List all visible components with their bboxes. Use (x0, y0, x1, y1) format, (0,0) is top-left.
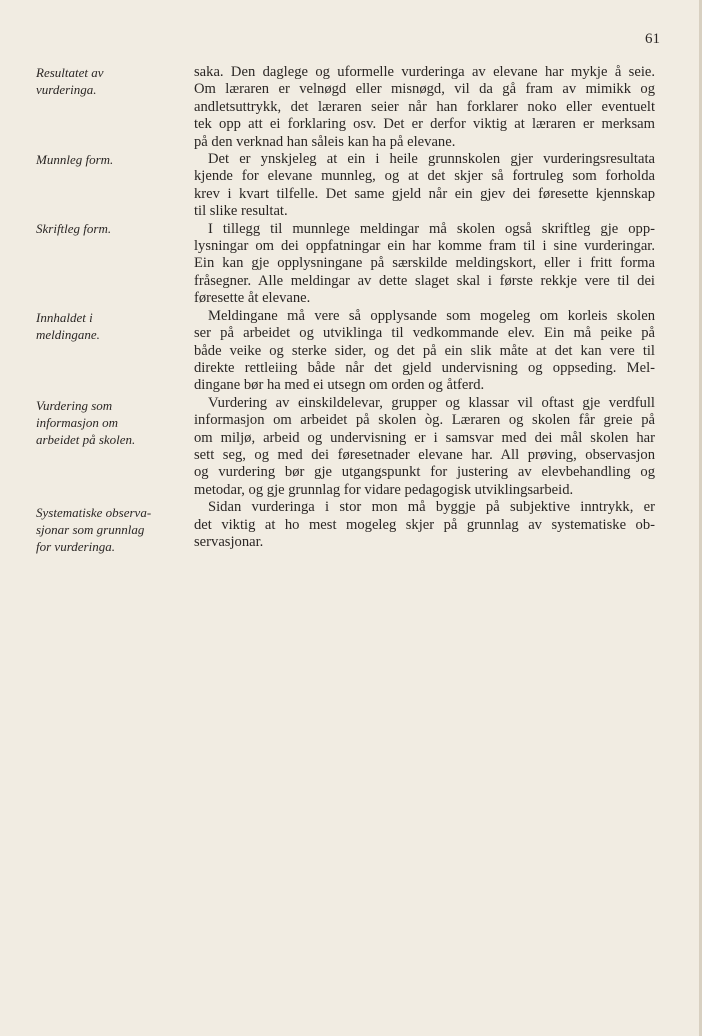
text-line: servasjonar. (194, 533, 264, 550)
text-line: og vurdering bør gje utgangspunkt for justering av elevbehandling og (194, 464, 655, 481)
text-line: Vurdering av einskildelevar, grupper og klassar vil oftast gje verdfull (208, 394, 655, 411)
text-line: til slike resultat. (194, 203, 288, 220)
margin-note-line: Skriftleg form. (36, 221, 112, 236)
margin-note-systematiske (36, 504, 176, 555)
margin-note-line: Vurdering som (36, 398, 113, 413)
text-line: direkte rettleiing både når det gjeld undervisning og oppseding. Mel- (194, 359, 655, 376)
text-line: Om læraren er velnøgd eller misnøgd, vil da gå fram av mimikk og (194, 81, 655, 98)
margin-note-line: Systematiske observa- (36, 505, 152, 520)
margin-note-munnleg (36, 151, 176, 168)
margin-note-vurdering (36, 397, 176, 448)
margin-note-line: informasjon om (36, 415, 118, 430)
text-line: dingane bør ha med ei utsegn om orden og åtferd. (194, 377, 485, 394)
text-line: krev i kvart tilfelle. Det same gjeld når ein gjev dei føresette kjennskap (194, 185, 655, 202)
text-line: metodar, og gje grunnlag for vidare pedagogisk utviklingsarbeid. (194, 481, 574, 498)
margin-note-line: for vurderinga. (36, 539, 115, 554)
text-line: på den verknad han såleis kan ha på elevane. (194, 133, 456, 150)
margin-note-line: Resultatet av (36, 65, 104, 80)
margin-note-line: vurderinga. (36, 82, 97, 97)
paragraph (194, 499, 655, 551)
text-line: informasjon om arbeidet på skolen òg. Læraren og skolen får greie på (194, 412, 655, 429)
paragraph (194, 308, 655, 395)
text-line: både veike og sterke sider, og det på ein slik måte at det kan vere til (194, 342, 655, 359)
margin-note-line: arbeidet på skolen. (36, 432, 136, 447)
text-line: fråsegner. Alle meldingar av dette slaget skal i første rekkje vere til dei (194, 272, 655, 289)
text-line: Det er ynskjeleg at ein i heile grunnskolen gjer vurderingsresultata (208, 151, 655, 168)
text-line: sett seg, og med dei føresetnader elevane har. All prøving, observasjon (194, 446, 655, 463)
text-line: ser på arbeidet og utviklinga til vedkommande elev. Ein må peike på (194, 325, 655, 342)
margin-note-line: meldingane. (36, 327, 100, 342)
body-text (194, 64, 655, 551)
text-line: saka. Den daglege og uformelle vurderinga av elevane har mykje å seie. (194, 64, 655, 80)
margin-note-innhaldet (36, 309, 176, 343)
text-line: kjende for elevane munnleg, og at det skjer så fortruleg som forholda (194, 168, 655, 185)
paragraph (194, 64, 655, 151)
text-line: I tillegg til munnlege meldingar må skolen også skriftleg gje opp- (208, 220, 655, 237)
text-line: andletsuttrykk, det læraren seier når han forklarer noko eller eventuelt (194, 98, 655, 115)
text-line: føresette åt elevane. (194, 290, 311, 307)
text-line: Meldingane må vere så opplysande som mogeleg om korleis skolen (208, 307, 655, 324)
paragraph (194, 151, 655, 221)
text-line: om miljø, arbeid og undervisning er i samsvar med dei mål skolen har (194, 429, 655, 446)
text-line: Sidan vurderinga i stor mon må byggje på subjektive inntrykk, er (208, 499, 655, 516)
margin-note-skriftleg (36, 220, 176, 237)
text-line: Ein kan gje opplysningane på særskilde meldingskort, eller i fritt forma (194, 255, 655, 272)
margin-note-line: Innhaldet i (36, 310, 93, 325)
margin-note-resultatet (36, 64, 176, 98)
paragraph (194, 221, 655, 308)
paragraph (194, 395, 655, 499)
page-number: 61 (645, 31, 660, 47)
margin-note-line: sjonar som grunnlag (36, 522, 145, 537)
text-line: lysningar om dei oppfatningar ein har komme fram til i sine vurderingar. (194, 238, 655, 255)
margin-note-line: Munnleg form. (36, 152, 114, 167)
text-line: det viktig at ho mest mogeleg skjer på grunnlag av systematiske ob- (194, 516, 655, 533)
text-line: tek opp att ei forklaring osv. Det er derfor viktig at læraren er merksam (194, 116, 655, 133)
